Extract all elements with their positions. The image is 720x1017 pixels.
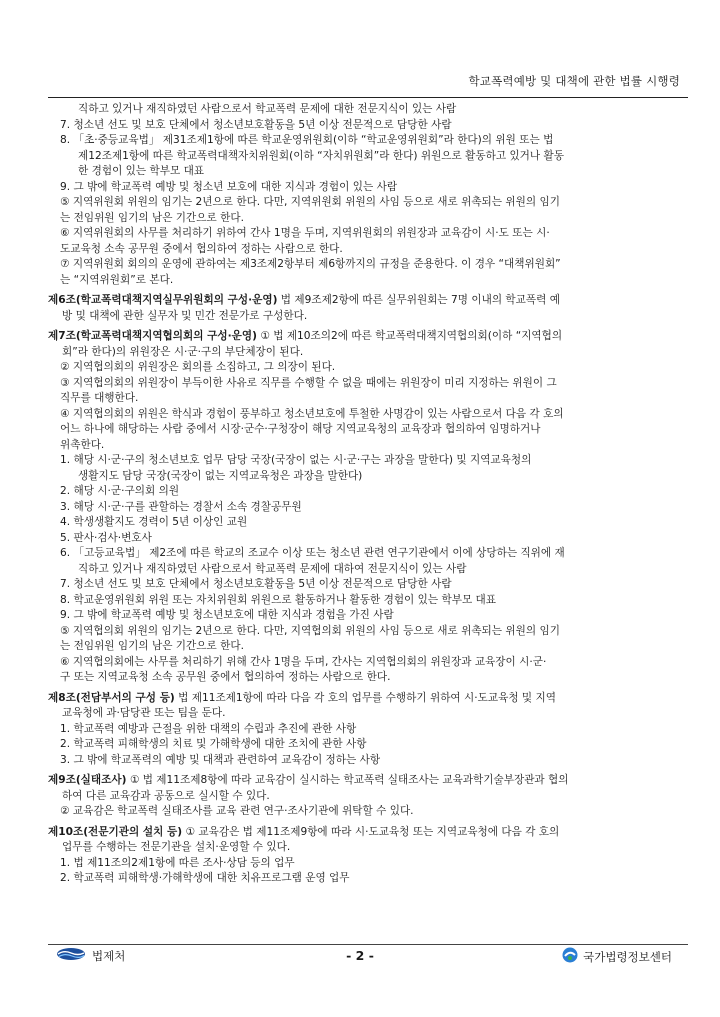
text-line: 어느 하나에 해당하는 사람 중에서 시장·군수·구청장이 해당 지역교육청의 교육장과 협의하여 임명하거나 [60, 423, 541, 435]
text-line: 1. 법 제11조의2제1항에 따른 조사·상담 등의 업무 [60, 856, 295, 869]
text-line: 1. 학교폭력 예방과 근절을 위한 대책의 수립과 추진에 관한 사항 [60, 722, 357, 735]
text-line: 생활지도 담당 국장(국장이 없는 지역교육청은 과장을 말한다) [78, 469, 363, 482]
article-title: 제8조(전담부서의 구성 등) [48, 691, 175, 704]
law-text-body [48, 102, 688, 887]
text-line: 한 경험이 있는 학부모 대표 [78, 165, 205, 177]
article-heading-line [48, 293, 688, 309]
text-line: 구 또는 지역교육청 소속 공무원 중에서 협의하여 정하는 사람으로 한다. [60, 671, 391, 683]
article-text: ① 교육감은 법 제11조제9항에 따라 시·도교육청 또는 지역교육청에 다음 각 호의 [182, 825, 560, 838]
footer-right-label: 국가법령정보센터 [583, 949, 672, 964]
text-line: 9. 그 밖에 학교폭력 예방 및 청소년보호에 대한 지식과 경험을 가진 사람 [60, 609, 394, 621]
text-line: 는 “지역위원회”로 본다. [60, 273, 174, 286]
article-title: 제10조(전문기관의 설치 등) [48, 825, 183, 838]
text-line: 직하고 있거나 재직하였던 사람으로서 학교폭력 문제에 대하여 전문지식이 있는 사람 [78, 562, 467, 575]
text-line: ⑥ 지역위원회의 사무를 처리하기 위하여 간사 1명을 두며, 지역위원회의 위원장과 교육감이 시·도 또는 시· [60, 227, 550, 239]
text-line: 업무를 수행하는 전문기관을 설치·운영할 수 있다. [62, 841, 291, 853]
text-line: ③ 지역협의회의 위원장이 부득이한 사유로 직무를 수행할 수 없을 때에는 위원장이 미리 지정하는 위원이 그 [60, 376, 557, 389]
footer-left-label: 법제처 [92, 948, 126, 963]
text-line: 7. 청소년 선도 및 보호 단체에서 청소년보호활동을 5년 이상 전문적으로 담당한 사람 [60, 578, 452, 590]
article-title: 제6조(학교폭력대책지역실무위원회의 구성·운영) [48, 294, 278, 306]
article-heading-line [48, 825, 688, 841]
article-heading-line [48, 691, 688, 707]
law-title-header: 학교폭력예방 및 대책에 관한 법률 시행령 [468, 74, 680, 88]
text-line: 위촉한다. [60, 438, 105, 451]
text-line: 3. 그 밖에 학교폭력의 예방 및 대책과 관련하여 교육감이 정하는 사항 [60, 753, 381, 766]
text-line: 하여 다른 교육감과 공동으로 실시할 수 있다. [62, 789, 270, 802]
text-line: 회”라 한다)의 위원장은 시·군·구의 부단체장이 된다. [62, 345, 304, 358]
text-line: 3. 해당 시·군·구를 관할하는 경찰서 소속 경찰공무원 [60, 500, 302, 513]
article-text: ① 법 제11조제8항에 따라 교육감이 실시하는 학교폭력 실태조사는 교육과학기술부장관과 협의 [126, 774, 569, 786]
article-heading-line [48, 329, 688, 345]
text-line: ⑦ 지역위원회 회의의 운영에 관하여는 제3조제2항부터 제6항까지의 규정을 준용한다. 이 경우 “대책위원회” [60, 258, 561, 270]
text-line: 4. 학생생활지도 경력이 5년 이상인 교원 [60, 516, 248, 528]
text-line: 5. 판사·검사·변호사 [60, 531, 152, 544]
text-line: 방 및 대책에 관한 실무자 및 민간 전문가로 구성한다. [62, 309, 308, 322]
text-line: 교육청에 과·담당관 또는 팀을 둔다. [62, 707, 226, 719]
article-heading-line [48, 773, 688, 789]
article-text: ① 법 제10조의2에 따른 학교폭력대책지역협의회(이하 “지역협의 [256, 330, 563, 342]
text-line: 1. 해당 시·군·구의 청소년보호 업무 담당 국장(국장이 없는 시·군·구는 과장을 말한다) 및 지역교육청의 [60, 454, 532, 466]
page-number: - 2 - [346, 948, 374, 963]
text-line: 9. 그 밖에 학교폭력 예방 및 청소년 보호에 대한 지식과 경험이 있는 사람 [60, 180, 398, 193]
text-line: ⑤ 지역위원회 위원의 임기는 2년으로 한다. 다만, 지역위원회 위원의 사임 등으로 새로 위촉되는 위원의 임기 [60, 196, 560, 208]
article-title: 제7조(학교폭력대책지역협의회의 구성·운영) [48, 330, 257, 342]
text-line: ② 지역협의회의 위원장은 회의를 소집하고, 그 의장이 된다. [60, 361, 336, 373]
text-line: 6. 「고등교육법」 제2조에 따른 학교의 조교수 이상 또는 청소년 관련 연구기관에서 이에 상당하는 직위에 재 [60, 547, 565, 559]
text-line: 는 전임위원 임기의 남은 기간으로 한다. [60, 640, 244, 652]
text-line: 2. 학교폭력 피해학생의 치료 및 가해학생에 대한 조치에 관한 사항 [60, 738, 367, 750]
text-line: 직하고 있거나 재직하였던 사람으로서 학교폭력 문제에 대한 전문지식이 있는 사람 [78, 103, 457, 115]
text-line: 8. 학교운영위원회 위원 또는 자치위원회 위원으로 활동하거나 활동한 경험이 있는 학부모 대표 [60, 593, 497, 606]
korea-law-center-logo-icon [562, 947, 578, 966]
article-title: 제9조(실태조사) [48, 774, 127, 786]
text-line: ⑥ 지역협의회에는 사무를 처리하기 위해 간사 1명을 두며, 간사는 지역협의회의 위원장과 교육장이 시·군· [60, 655, 547, 668]
text-line: 는 전임위원 임기의 남은 기간으로 한다. [60, 211, 244, 224]
text-line: ④ 지역협의회의 위원은 학식과 경험이 풍부하고 청소년보호에 투철한 사명감이 있는 사람으로서 다음 각 호의 [60, 407, 564, 420]
text-line: 제12조제1항에 따른 학교폭력대책자치위원회(이하 “자치위원회”라 한다) 위원으로 활동하고 있거나 활동 [78, 149, 564, 162]
text-line: 도교육청 소속 공무원 중에서 협의하여 정하는 사람으로 한다. [60, 242, 343, 255]
text-line: 2. 학교폭력 피해학생·가해학생에 대한 치유프로그램 운영 업무 [60, 872, 350, 884]
article-text: 법 제11조제1항에 따라 다음 각 호의 업무를 수행하기 위하여 시·도교육청 및 지역 [174, 691, 557, 704]
text-line: ② 교육감은 학교폭력 실태조사를 교육 관련 연구·조사기관에 위탁할 수 있다. [60, 805, 414, 817]
article-text: 법 제9조제2항에 따른 실무위원회는 7명 이내의 학교폭력 예 [277, 294, 560, 306]
text-line: 7. 청소년 선도 및 보호 단체에서 청소년보호활동을 5년 이상 전문적으로 담당한 사람 [60, 118, 452, 131]
header-divider [48, 97, 688, 98]
text-line: 2. 해당 시·군·구의회 의원 [60, 485, 180, 497]
text-line: 직무를 대행한다. [60, 392, 139, 404]
text-line: ⑤ 지역협의회 위원의 임기는 2년으로 한다. 다만, 지역협의회 위원의 사임 등으로 새로 위촉되는 위원의 임기 [60, 624, 560, 637]
footer-right [562, 947, 672, 966]
footer-divider [48, 944, 688, 945]
text-line: 8. 「초·중등교육법」 제31조제1항에 따른 학교운영위원회(이하 “학교운영위원회”라 한다)의 위원 또는 법 [60, 134, 554, 146]
